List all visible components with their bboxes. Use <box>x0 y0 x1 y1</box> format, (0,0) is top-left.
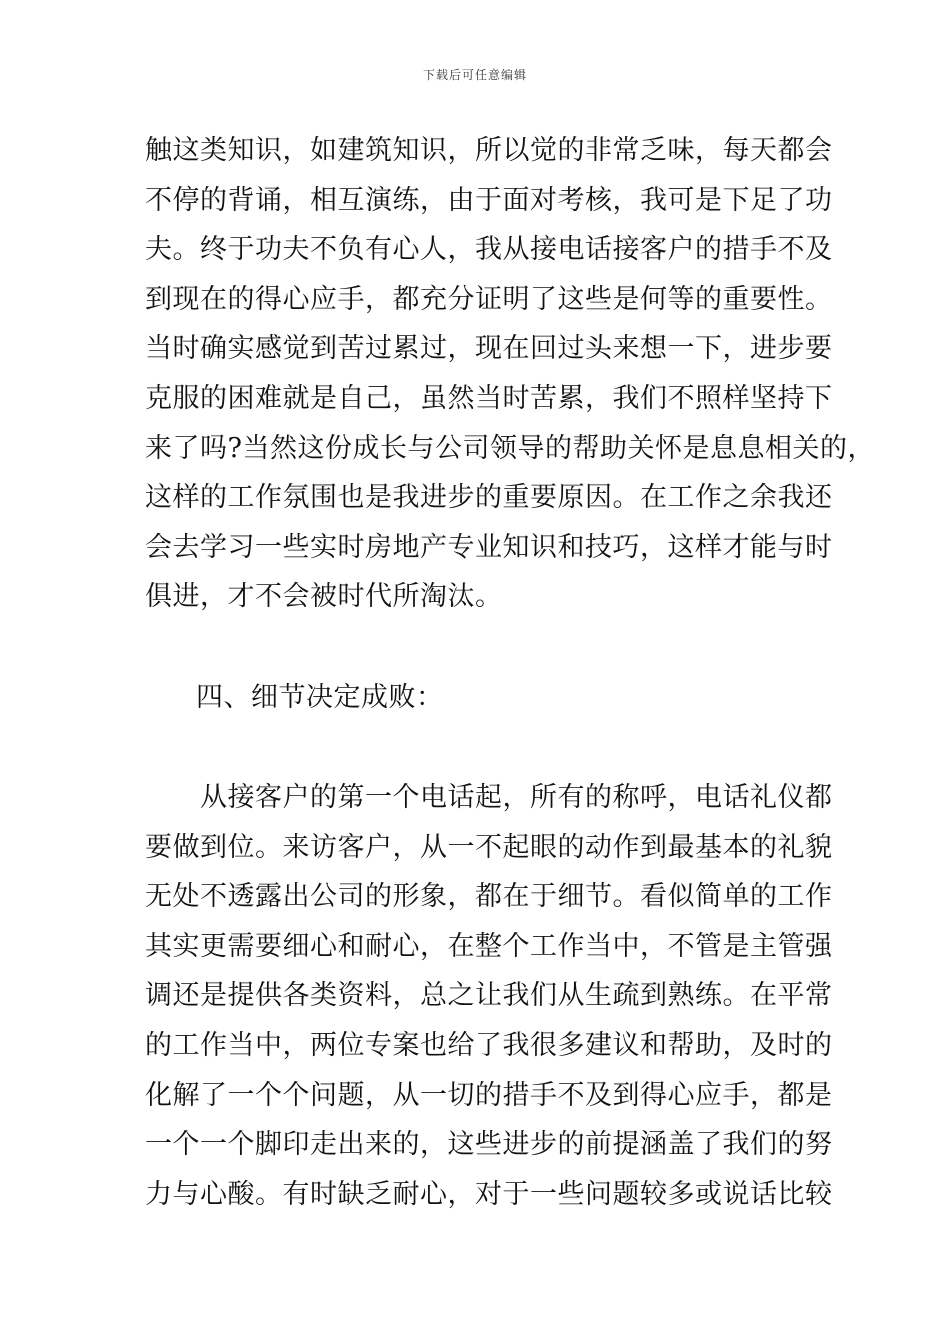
paragraph-line: 这样的工作氛围也是我进步的重要原因。在工作之余我还 <box>145 482 833 514</box>
paragraph-line: 的工作当中，两位专案也给了我很多建议和帮助，及时的 <box>145 1029 833 1061</box>
paragraph-line: 一个一个脚印走出来的，这些进步的前提涵盖了我们的努 <box>145 1129 833 1161</box>
paragraph-line: 克服的困难就是自己，虽然当时苦累，我们不照样坚持下 <box>145 382 833 414</box>
section-heading: 四、细节决定成败： <box>196 682 444 713</box>
paragraph-line: 无处不透露出公司的形象，都在于细节。看似简单的工作 <box>145 881 833 913</box>
paragraph-2 <box>145 773 835 1219</box>
paragraph-line: 当时确实感觉到苦过累过，现在回过头来想一下，进步要 <box>145 333 833 365</box>
paragraph-line: 夫。终于功夫不负有心人，我从接电话接客户的措手不及 <box>145 234 833 266</box>
paragraph-line: 到现在的得心应手，都充分证明了这些是何等的重要性。 <box>145 283 833 315</box>
paragraph-line: 不停的背诵，相互演练，由于面对考核，我可是下足了功 <box>145 184 833 216</box>
paragraph-line: 其实更需要细心和耐心，在整个工作当中，不管是主管强 <box>145 930 833 962</box>
paragraph-line: 力与心酸。有时缺乏耐心，对于一些问题较多或说话比较 <box>145 1178 833 1210</box>
paragraph-1 <box>145 126 875 622</box>
paragraph-line: 触这类知识，如建筑知识，所以觉的非常乏味，每天都会 <box>145 135 833 166</box>
paragraph-line: 从接客户的第一个电话起，所有的称呼，电话礼仪都 <box>145 782 833 813</box>
paragraph-line: 会去学习一些实时房地产专业知识和技巧，这样才能与时 <box>145 531 833 563</box>
paragraph-line: 俱进，才不会被时代所淘汰。 <box>145 581 503 613</box>
paragraph-line: 化解了一个个问题，从一切的措手不及到得心应手，都是 <box>145 1079 833 1111</box>
paragraph-line: 调还是提供各类资料，总之让我们从生疏到熟练。在平常 <box>145 980 833 1012</box>
paragraph-line: 来了吗?当然这份成长与公司领导的帮助关怀是息息相关的， <box>145 432 875 464</box>
paragraph-line: 要做到位。来访客户，从一不起眼的动作到最基本的礼貌 <box>145 831 833 863</box>
page-header: 下载后可任意编辑 <box>422 68 527 82</box>
